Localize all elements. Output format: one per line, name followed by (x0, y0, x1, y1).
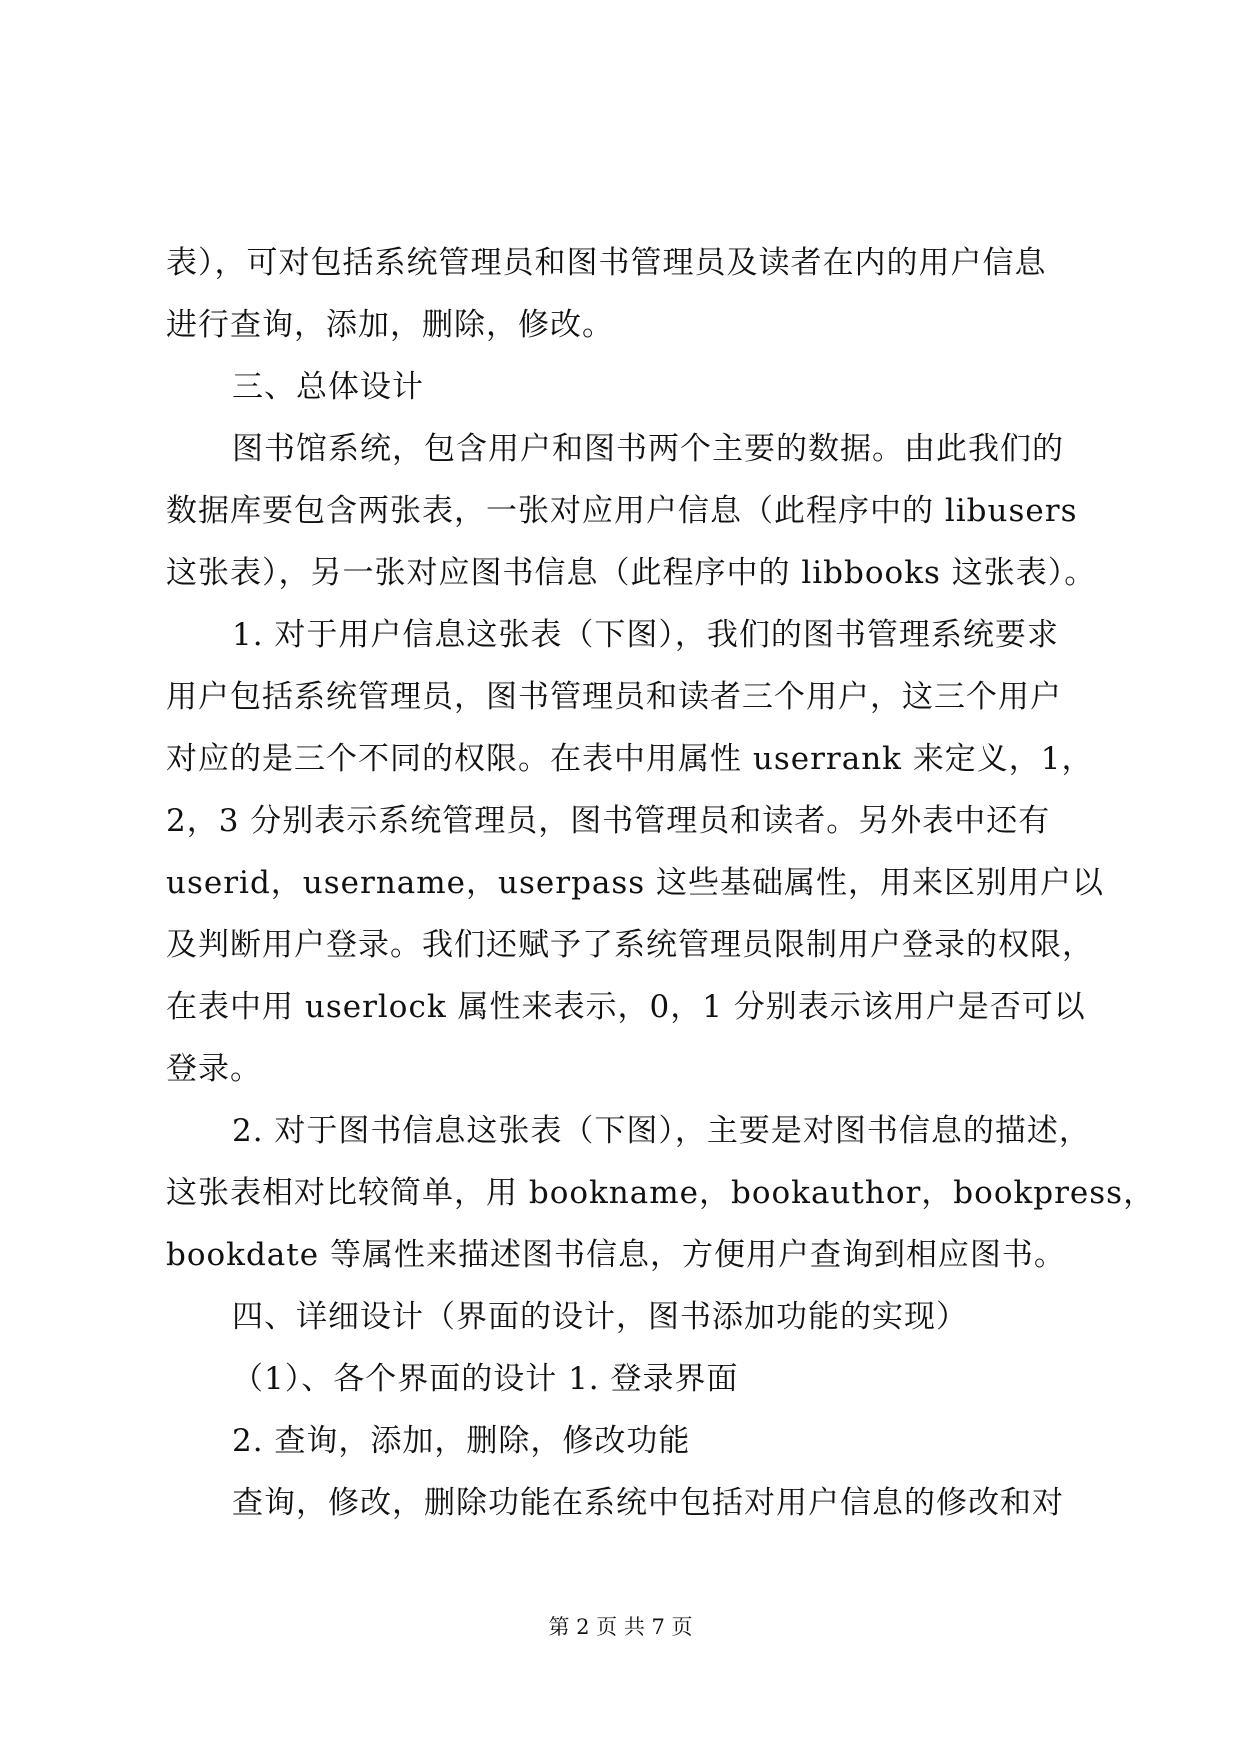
text-line: 表），可对包括系统管理员和图书管理员及读者在内的用户信息 (166, 245, 1047, 281)
text-line: 查询，修改，删除功能在系统中包括对用户信息的修改和对 (232, 1485, 1064, 1521)
text-line: 图书馆系统，包含用户和图书两个主要的数据。由此我们的 (232, 431, 1064, 467)
text-line: 2. 查询，添加，删除，修改功能 (232, 1423, 691, 1459)
text-line: 2，3 分别表示系统管理员，图书管理员和读者。另外表中还有 (166, 803, 1051, 839)
text-line: 这张表相对比较简单，用 bookname，bookauthor，bookpress， (166, 1175, 1156, 1211)
document-body (166, 232, 1156, 1534)
section-heading: 四、详细设计（界面的设计，图书添加功能的实现） (232, 1299, 968, 1335)
text-line: （1）、各个界面的设计 1. 登录界面 (232, 1361, 739, 1397)
text-line: 这张表），另一张对应图书信息（此程序中的 libbooks 这张表）。 (166, 555, 1097, 591)
text-line: bookdate 等属性来描述图书信息，方便用户查询到相应图书。 (166, 1237, 1066, 1273)
text-line: 在表中用 userlock 属性来表示，0，1 分别表示该用户是否可以 (166, 989, 1086, 1025)
section-heading: 三、总体设计 (232, 369, 424, 405)
page-number-footer: 第 2 页 共 7 页 (548, 1615, 693, 1639)
text-line: userid，username，userpass 这些基础属性，用来区别用户以 (166, 865, 1105, 901)
text-line: 1. 对于用户信息这张表（下图），我们的图书管理系统要求 (232, 617, 1059, 653)
text-line: 进行查询，添加，删除，修改。 (166, 307, 614, 343)
text-line: 登录。 (166, 1051, 262, 1087)
text-line: 数据库要包含两张表，一张对应用户信息（此程序中的 libusers (166, 493, 1078, 529)
text-line: 2. 对于图书信息这张表（下图），主要是对图书信息的描述， (232, 1113, 1091, 1149)
text-line: 用户包括系统管理员，图书管理员和读者三个用户，这三个用户 (166, 679, 1062, 715)
text-line: 及判断用户登录。我们还赋予了系统管理员限制用户登录的权限， (166, 927, 1094, 963)
text-line: 对应的是三个不同的权限。在表中用属性 userrank 来定义，1， (166, 741, 1094, 777)
